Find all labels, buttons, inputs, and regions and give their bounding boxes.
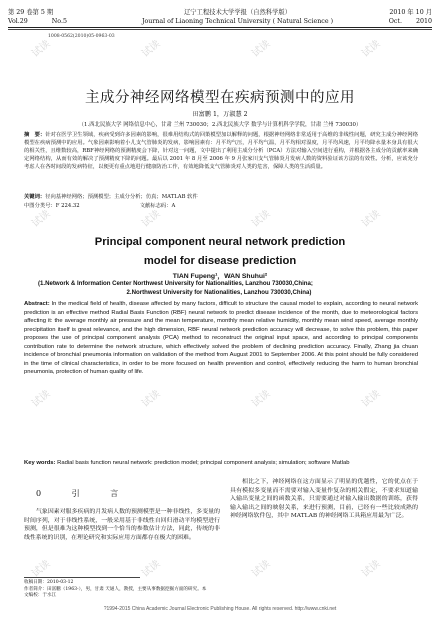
- keywords-en-text: Radial basis function neural network: prediction model; principal component analysis; simulation; software Matlab: [57, 460, 350, 466]
- watermark: 试读: [360, 208, 383, 230]
- volume-issue-cn: 第 29 卷第 5 期: [8, 9, 54, 16]
- footnotes: [24, 580, 210, 600]
- document-code: 1008-0562(2010)05-0963-03: [48, 34, 115, 39]
- intro-right-column: 相比之下，神经网络在这方面显示了明显的优越性，它的优点在于具有模拟多变量而不需要对输入变量作复杂的相关假定，不要求知道输入输出变量之间的函数关系，只需要通过对输入输出数据的训练，获得输入输出之间的映射关系，来进行预测，目前，已经有一些比较成熟的神经网络软件包，其中 MATLAB 的神经网络工具箱应用最为广泛。: [230, 479, 418, 520]
- watermark: 试读: [250, 208, 273, 230]
- date-cn: 2010 年 10 月: [389, 9, 432, 16]
- watermark: 试读: [140, 388, 163, 410]
- document-mark: 文献标志码：A: [139, 203, 176, 209]
- abstract-en: [24, 300, 418, 377]
- abstract-cn: [24, 131, 418, 171]
- watermark: 试读: [140, 208, 163, 230]
- footnote-rule: [24, 577, 140, 578]
- keywords-cn-label: 关键词：: [24, 194, 46, 200]
- title-en-line-1: Principal component neural network prediction: [94, 236, 346, 248]
- issue-en: No.5: [51, 18, 67, 25]
- journal-name-cn: 辽宁工程技术大学学报（自然科学版）: [183, 9, 292, 16]
- abstract-cn-label: 摘 要：: [24, 132, 46, 138]
- author-bio: 作者简介：田富鹏（1963-），男，甘肃 天通人，教授，主要从事数据挖掘方面的研究。本文编校：于水江: [24, 586, 207, 599]
- title-en: [0, 233, 440, 271]
- watermark: 试读: [360, 38, 383, 60]
- abstract-en-label: Abstract:: [24, 301, 50, 307]
- affiliation-en: [38, 279, 420, 297]
- authors-en: TIAN Fupeng¹，WAN Shuhui²: [172, 273, 268, 280]
- affiliation-cn: （1.西北民族大学 网络信息中心，甘肃 兰州 730030；2.西北民族大学 数学与计算机科学学院，甘肃 兰州 730030）: [78, 122, 362, 128]
- affiliation-en-line-2: 2.Northwest University for Nationalities, Lanzhou 730030,China): [126, 289, 312, 296]
- title-en-line-2: model for disease prediction: [143, 255, 297, 267]
- header-rule-thin: [8, 29, 432, 30]
- clc-number: 中图分类号：F 224.32: [24, 203, 80, 209]
- watermark: 试读: [360, 558, 383, 580]
- watermark: 试读: [140, 38, 163, 60]
- keywords-cn: [24, 192, 418, 200]
- month-en: Oct.: [388, 18, 402, 25]
- watermark: 试读: [360, 388, 383, 410]
- keywords-en-label: Key words:: [24, 460, 56, 466]
- copyright-footer: ?1994-2015 China Academic Journal Electronic Publishing House. All rights reserved. http://www.cnki.net: [103, 606, 337, 612]
- watermark: 试读: [30, 38, 53, 60]
- watermark: 试读: [30, 388, 53, 410]
- abstract-cn-text: 针对在医学卫生领域，疾病受到许多因素的影响，很难用结构式的回策模型加以解释的问题，根据神经网络非常适用于高维的非线性问题，研究主成分神经网络模型在疾病预测中的应用。气象因素影响着小儿支气管肺炎的发病，影响因素有：月平均气压，月平均气温，月平均相对湿度，月平均风速，月平均降水量本身具有很大的相关性，且维数较高，RBF神经网络的预测精度会下降，针对这一问题，文中提出了利用主成分分析（PCA）方法对输入空间进行重构，并根据各主成分的贡献率来确定网络结构，从而有效的解决了预测精度下降的问题。最后以 2001 年 8 月至 2006 年 9 月张家川支气管肺炎月发病人数的资料验证该方法的有效性。分析，应该充分考虑人在各时间段的发病特征，以便更有重点地进行健康防治工作，有效地降低支气管肺炎对人类的危害，保障人类的生活质量。: [24, 132, 418, 170]
- section-heading: 0 引 言: [36, 489, 133, 498]
- authors-cn: 田富鹏 1，万淑慧 2: [192, 111, 248, 118]
- watermark: 试读: [140, 558, 163, 580]
- affiliation-en-line-1: (1.Network & Information Center Northwest University for Nationalities, Lanzhou 730030,China;: [38, 280, 313, 287]
- watermark: 试读: [250, 388, 273, 410]
- volume-en: Vol.29: [8, 18, 28, 25]
- keywords-cn-text: 径向基神经网络；预测模型；主成分分析；仿真；MATLAB 软件: [45, 194, 198, 200]
- running-header: [8, 8, 432, 26]
- received-date: 收稿日期：2010-03-12: [24, 580, 74, 585]
- watermark: 试读: [250, 558, 273, 580]
- intro-left-column: 气象因素对服多疾病的月发病人数的预测模型是一种非线性，多变量的时间序列，对于非线性系统，一般采用基于非线性自回归滑动平均模型进行预测，但是很难为这种模型找到一个恰当的参数估计方法，同此，传统的非线性系统的识别，在理论研究和实际应用方面都存在极大的困难。: [24, 509, 220, 541]
- abstract-en-text: In the medical field of health, disease affected by many factors, difficult to structure the causal model to explain, according to neural network prediction is an effective method Radial Basis Function (RBF) neural network to predict disease incidence of the month, due to meteorological factors affecting it: the average monthly air pressure and the mean temperature, monthly mean relative humidity, monthly mean wind speed, average monthly precipitation itself is great relevance, and the high dimension, RBF neural network prediction accuracy will decrease, to solve this problem, this paper proposes the use of principal component analysis (PCA) method to reconstruct the original input space, and according to principal components contribution rate to determine the network structure, which effectively solved the problem of declining prediction accuracy. Finally, Zhang jia chuan incidence of bronchial pneumonia information on validation of the method from August 2001 to September 2006. At this point should be fully considered in the time of clinical characteristics, in order to be more focused on health prevention and control, effectively reducing the harm to human bronchial pneumonia, protection of human quality of life.: [24, 301, 418, 375]
- year-en: 2010: [415, 18, 432, 25]
- watermark: 试读: [30, 558, 53, 580]
- watermark: 试读: [250, 38, 273, 60]
- watermark: 试读: [30, 208, 53, 230]
- journal-name-en: Journal of Liaoning Technical University ( Natural Science ): [141, 18, 334, 25]
- header-rule: [8, 27, 432, 28]
- title-cn: 主成分神经网络模型在疾病预测中的应用: [85, 90, 355, 106]
- classification-cn: [24, 201, 418, 209]
- keywords-en: [24, 459, 418, 468]
